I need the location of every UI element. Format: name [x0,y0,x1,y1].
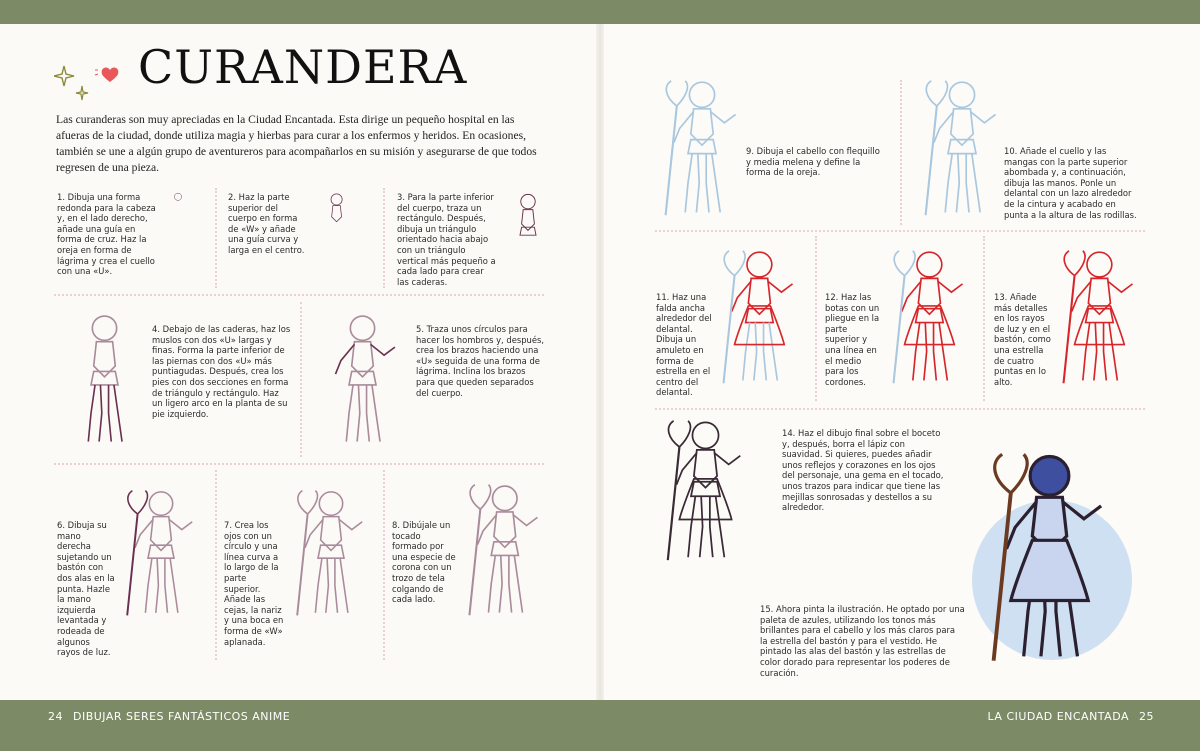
divider [383,188,385,288]
step-10-text: 10. Añade el cuello y las mangas con la parte superior abombada y, a continuación, dibuja las manos. Ponle un delantal con un lazo alrededor de la cintura y acabado en punta a la altura de las rodillas. [1004,146,1137,220]
step-3-text: 3. Para la parte inferior del cuerpo, traza un rectángulo. Después, dibuja un triángulo orientado hacia abajo con un triángulo vertical más pequeño a cada lado para crear las caderas. [397,192,496,287]
step-11-text: 11. Haz una falda ancha alrededor del delantal. Dibuja un amuleto en forma de estrella en el centro del delantal. [656,292,712,398]
step-1-text: 1. Dibuja una forma redonda para la cabeza y, en el lado derecho, añade una guía en forma de cruz. Haz la oreja en forma de lágrima y crea el cuello con una «U». [57,192,156,277]
step-14-text: 14. Haz el dibujo final sobre el boceto y, después, borra el lápiz con suavidad. Si quieres, puedes añadir unos reflejos y corazones en los ojos del personaje, una gema en el tocado, unos trazos para indicar que tiene las mejillas sonrosadas y destellos a su alrededor. [782,428,944,513]
step-2-torso-sketch [318,192,355,254]
step-4-legs-sketch [64,312,145,447]
step-6-staff-sketch [122,488,200,618]
left-footer [0,700,600,751]
divider [655,230,1145,232]
divider [54,463,544,465]
step-5-text: 5. Traza unos círculos para hacer los hombros y, después, crea los brazos haciendo una «U» seguida de una forma de lágrima. Inclina los brazos para que queden separados del cuerpo. [416,324,545,398]
step-4-text: 4. Debajo de las caderas, haz los muslos con dos «U» largas y finas. Forma la parte inferior de las piernas con dos «U» más puntiagudas. Después, crea los pies con dos secciones en forma de triángulo y rectángulo. Haz un ligero arco en la planta de su pie izquierdo. [152,324,291,419]
page-title: CURANDERA [138,40,468,94]
divider [215,470,217,660]
intro-paragraph: Las curanderas son muy apreciadas en la Ciudad Encantada. Esta dirige un pequeño hospital en las afueras de la ciudad, donde utiliza magia y hierbas para curar a los enfermos y heridos. En ocasiones, también se une a algún grupo de aventureros para acompañarlos en su misión y asegurarse de que todos regresen de una pieza. [56,113,537,174]
step-14-final-lineart [662,418,749,563]
step-2-text: 2. Haz la parte superior del cuerpo en forma de «W» y añade una guía curva y larga en el centro. [228,192,305,255]
step-15-colored-illustration [985,450,1114,665]
step-7-face-sketch [292,488,370,618]
divider [983,236,985,401]
right-footer [600,700,1200,751]
step-9-text: 9. Dibuja el cabello con flequillo y media melena y define la forma de la oreja. [746,146,880,178]
page-number: 24 [48,710,63,723]
running-title: DIBUJAR SERES FANTÁSTICOS ANIME [73,710,291,723]
divider [54,294,544,296]
step-9-hair-sketch [660,78,744,218]
step-13-text: 13. Añade más detalles en los rayos de luz y en el bastón, como una estrella de cuatro puntas en lo alto. [994,292,1051,387]
divider [215,188,217,288]
divider [900,80,902,225]
step-3-hips-sketch [504,192,552,272]
step-8-text: 8. Dibújale un tocado formado por una especie de corona con un trozo de tela colgando de cada lado. [392,520,456,605]
step-15-text: 15. Ahora pinta la ilustración. He optado por una paleta de azules, utilizando los tonos más brillantes para el cabello y los más claros para la estrella del bastón y para el vestido. He pintado las alas del bastón y las estrellas de color dorado para representar los poderes de curación. [760,604,965,678]
step-12-boots-sketch [888,248,971,386]
divider [655,408,1145,410]
running-title: LA CIUDAD ENCANTADA [987,710,1129,723]
step-7-text: 7. Crea los ojos con un círculo y una línea curva a lo largo de la parte superior. Añade las cejas, la nariz y una boca en forma de «W» aplanada. [224,520,284,647]
step-10-clothes-sketch [920,78,1004,218]
sparkle-heart-decoration [54,64,124,104]
step-13-details-sketch [1058,248,1141,386]
step-1-head-sketch [166,192,190,232]
book-gutter [596,24,604,700]
step-11-skirt-sketch [718,248,801,386]
step-12-text: 12. Haz las botas con un pliegue en la parte superior y una línea en el medio para los cordones. [825,292,880,387]
step-8-headdress-sketch [464,482,546,618]
page-number: 25 [1139,710,1154,723]
step-5-arms-sketch [322,312,403,447]
divider [815,236,817,401]
divider [383,470,385,660]
divider [300,302,302,457]
step-6-text: 6. Dibuja su mano derecha sujetando un bastón con dos alas en la punta. Hazle la mano izquierda levantada y rodeada de algunos rayos de luz. [57,520,115,658]
